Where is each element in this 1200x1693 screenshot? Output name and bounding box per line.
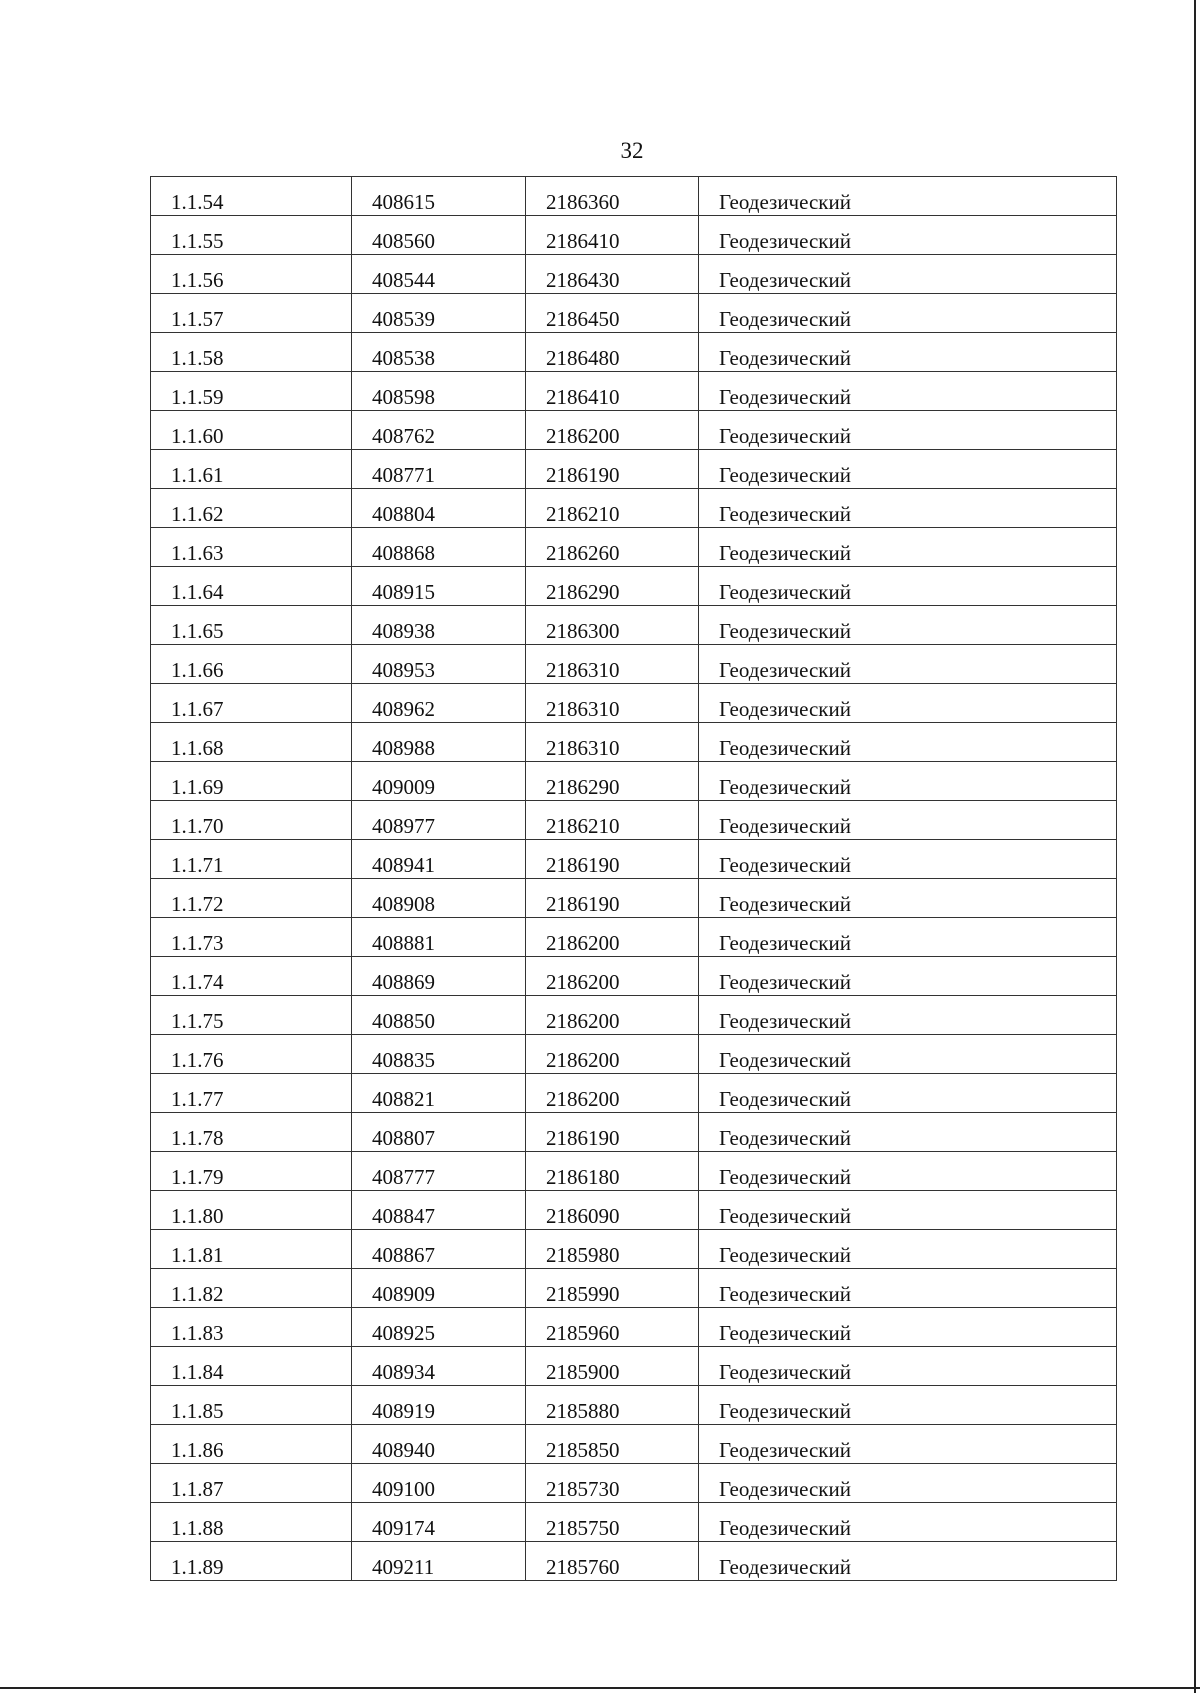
point-number-cell: 1.1.73 <box>151 918 352 957</box>
point-number-cell: 1.1.80 <box>151 1191 352 1230</box>
y-coordinate-cell: 2186190 <box>526 879 699 918</box>
point-number-cell: 1.1.64 <box>151 567 352 606</box>
point-number-cell: 1.1.67 <box>151 684 352 723</box>
table-row <box>151 1347 1117 1386</box>
point-number-cell: 1.1.78 <box>151 1113 352 1152</box>
point-number-cell: 1.1.84 <box>151 1347 352 1386</box>
point-type-cell: Геодезический <box>699 957 1117 996</box>
table-row <box>151 1542 1117 1581</box>
point-number-cell: 1.1.68 <box>151 723 352 762</box>
y-coordinate-cell: 2186210 <box>526 801 699 840</box>
point-type-cell: Геодезический <box>699 1542 1117 1581</box>
point-type-cell: Геодезический <box>699 294 1117 333</box>
x-coordinate-cell: 408867 <box>352 1230 526 1269</box>
point-number-cell: 1.1.76 <box>151 1035 352 1074</box>
x-coordinate-cell: 408977 <box>352 801 526 840</box>
table-row <box>151 1074 1117 1113</box>
x-coordinate-cell: 408953 <box>352 645 526 684</box>
y-coordinate-cell: 2186310 <box>526 684 699 723</box>
point-type-cell: Геодезический <box>699 1074 1117 1113</box>
table-row <box>151 723 1117 762</box>
table-row <box>151 1269 1117 1308</box>
coordinates-table-body <box>151 177 1117 1581</box>
point-type-cell: Геодезический <box>699 177 1117 216</box>
x-coordinate-cell: 409174 <box>352 1503 526 1542</box>
y-coordinate-cell: 2185730 <box>526 1464 699 1503</box>
point-type-cell: Геодезический <box>699 645 1117 684</box>
y-coordinate-cell: 2185750 <box>526 1503 699 1542</box>
point-type-cell: Геодезический <box>699 762 1117 801</box>
point-type-cell: Геодезический <box>699 1308 1117 1347</box>
y-coordinate-cell: 2186190 <box>526 840 699 879</box>
x-coordinate-cell: 408821 <box>352 1074 526 1113</box>
table-row <box>151 1230 1117 1269</box>
point-type-cell: Геодезический <box>699 684 1117 723</box>
x-coordinate-cell: 408934 <box>352 1347 526 1386</box>
x-coordinate-cell: 409211 <box>352 1542 526 1581</box>
point-number-cell: 1.1.81 <box>151 1230 352 1269</box>
x-coordinate-cell: 408938 <box>352 606 526 645</box>
point-number-cell: 1.1.62 <box>151 489 352 528</box>
y-coordinate-cell: 2186200 <box>526 918 699 957</box>
point-number-cell: 1.1.65 <box>151 606 352 645</box>
point-number-cell: 1.1.71 <box>151 840 352 879</box>
y-coordinate-cell: 2186200 <box>526 411 699 450</box>
y-coordinate-cell: 2186480 <box>526 333 699 372</box>
table-row <box>151 216 1117 255</box>
point-type-cell: Геодезический <box>699 450 1117 489</box>
point-number-cell: 1.1.77 <box>151 1074 352 1113</box>
point-type-cell: Геодезический <box>699 216 1117 255</box>
table-row <box>151 684 1117 723</box>
point-type-cell: Геодезический <box>699 996 1117 1035</box>
point-type-cell: Геодезический <box>699 372 1117 411</box>
point-number-cell: 1.1.87 <box>151 1464 352 1503</box>
x-coordinate-cell: 408539 <box>352 294 526 333</box>
y-coordinate-cell: 2186450 <box>526 294 699 333</box>
x-coordinate-cell: 409009 <box>352 762 526 801</box>
point-type-cell: Геодезический <box>699 411 1117 450</box>
point-number-cell: 1.1.74 <box>151 957 352 996</box>
y-coordinate-cell: 2186430 <box>526 255 699 294</box>
point-type-cell: Геодезический <box>699 1464 1117 1503</box>
table-row <box>151 177 1117 216</box>
point-type-cell: Геодезический <box>699 1113 1117 1152</box>
x-coordinate-cell: 408915 <box>352 567 526 606</box>
table-row <box>151 528 1117 567</box>
table-row <box>151 1503 1117 1542</box>
point-type-cell: Геодезический <box>699 1230 1117 1269</box>
table-row <box>151 294 1117 333</box>
point-type-cell: Геодезический <box>699 1503 1117 1542</box>
x-coordinate-cell: 408925 <box>352 1308 526 1347</box>
y-coordinate-cell: 2186410 <box>526 372 699 411</box>
x-coordinate-cell: 408804 <box>352 489 526 528</box>
x-coordinate-cell: 408835 <box>352 1035 526 1074</box>
x-coordinate-cell: 408538 <box>352 333 526 372</box>
point-number-cell: 1.1.69 <box>151 762 352 801</box>
table-row <box>151 1386 1117 1425</box>
table-row <box>151 1152 1117 1191</box>
table-row <box>151 1035 1117 1074</box>
x-coordinate-cell: 408615 <box>352 177 526 216</box>
point-type-cell: Геодезический <box>699 1152 1117 1191</box>
point-number-cell: 1.1.79 <box>151 1152 352 1191</box>
table-row <box>151 1464 1117 1503</box>
point-type-cell: Геодезический <box>699 255 1117 294</box>
x-coordinate-cell: 408881 <box>352 918 526 957</box>
table-row <box>151 372 1117 411</box>
point-number-cell: 1.1.60 <box>151 411 352 450</box>
x-coordinate-cell: 408940 <box>352 1425 526 1464</box>
point-number-cell: 1.1.86 <box>151 1425 352 1464</box>
point-type-cell: Геодезический <box>699 489 1117 528</box>
x-coordinate-cell: 408762 <box>352 411 526 450</box>
y-coordinate-cell: 2185900 <box>526 1347 699 1386</box>
y-coordinate-cell: 2186290 <box>526 762 699 801</box>
x-coordinate-cell: 408988 <box>352 723 526 762</box>
table-row <box>151 450 1117 489</box>
page-border-bottom <box>0 1687 1200 1689</box>
page-number: 32 <box>620 138 644 163</box>
point-number-cell: 1.1.75 <box>151 996 352 1035</box>
point-type-cell: Геодезический <box>699 606 1117 645</box>
y-coordinate-cell: 2186260 <box>526 528 699 567</box>
y-coordinate-cell: 2186190 <box>526 450 699 489</box>
point-number-cell: 1.1.70 <box>151 801 352 840</box>
table-row <box>151 567 1117 606</box>
x-coordinate-cell: 408868 <box>352 528 526 567</box>
y-coordinate-cell: 2186200 <box>526 957 699 996</box>
point-type-cell: Геодезический <box>699 723 1117 762</box>
point-type-cell: Геодезический <box>699 1191 1117 1230</box>
y-coordinate-cell: 2186410 <box>526 216 699 255</box>
point-type-cell: Геодезический <box>699 1269 1117 1308</box>
point-number-cell: 1.1.63 <box>151 528 352 567</box>
table-row <box>151 489 1117 528</box>
x-coordinate-cell: 408909 <box>352 1269 526 1308</box>
y-coordinate-cell: 2186090 <box>526 1191 699 1230</box>
point-number-cell: 1.1.59 <box>151 372 352 411</box>
table-row <box>151 1308 1117 1347</box>
table-row <box>151 957 1117 996</box>
page-border-right <box>1194 0 1196 1693</box>
coordinates-table <box>150 176 1117 1581</box>
y-coordinate-cell: 2186310 <box>526 723 699 762</box>
point-type-cell: Геодезический <box>699 333 1117 372</box>
table-row <box>151 645 1117 684</box>
point-number-cell: 1.1.83 <box>151 1308 352 1347</box>
y-coordinate-cell: 2186190 <box>526 1113 699 1152</box>
y-coordinate-cell: 2186310 <box>526 645 699 684</box>
point-type-cell: Геодезический <box>699 1386 1117 1425</box>
table-row <box>151 411 1117 450</box>
x-coordinate-cell: 408941 <box>352 840 526 879</box>
point-number-cell: 1.1.72 <box>151 879 352 918</box>
table-row <box>151 1425 1117 1464</box>
table-row <box>151 255 1117 294</box>
y-coordinate-cell: 2185990 <box>526 1269 699 1308</box>
point-type-cell: Геодезический <box>699 918 1117 957</box>
table-row <box>151 1191 1117 1230</box>
y-coordinate-cell: 2186200 <box>526 996 699 1035</box>
table-row <box>151 879 1117 918</box>
x-coordinate-cell: 409100 <box>352 1464 526 1503</box>
x-coordinate-cell: 408777 <box>352 1152 526 1191</box>
point-number-cell: 1.1.89 <box>151 1542 352 1581</box>
point-number-cell: 1.1.57 <box>151 294 352 333</box>
x-coordinate-cell: 408919 <box>352 1386 526 1425</box>
table-row <box>151 801 1117 840</box>
x-coordinate-cell: 408560 <box>352 216 526 255</box>
point-type-cell: Геодезический <box>699 840 1117 879</box>
point-type-cell: Геодезический <box>699 801 1117 840</box>
y-coordinate-cell: 2186200 <box>526 1035 699 1074</box>
point-type-cell: Геодезический <box>699 879 1117 918</box>
point-number-cell: 1.1.66 <box>151 645 352 684</box>
point-number-cell: 1.1.88 <box>151 1503 352 1542</box>
x-coordinate-cell: 408807 <box>352 1113 526 1152</box>
point-number-cell: 1.1.58 <box>151 333 352 372</box>
y-coordinate-cell: 2186180 <box>526 1152 699 1191</box>
point-number-cell: 1.1.85 <box>151 1386 352 1425</box>
x-coordinate-cell: 408850 <box>352 996 526 1035</box>
y-coordinate-cell: 2186200 <box>526 1074 699 1113</box>
x-coordinate-cell: 408847 <box>352 1191 526 1230</box>
x-coordinate-cell: 408908 <box>352 879 526 918</box>
point-type-cell: Геодезический <box>699 1035 1117 1074</box>
y-coordinate-cell: 2185980 <box>526 1230 699 1269</box>
point-number-cell: 1.1.54 <box>151 177 352 216</box>
y-coordinate-cell: 2186360 <box>526 177 699 216</box>
y-coordinate-cell: 2185880 <box>526 1386 699 1425</box>
point-type-cell: Геодезический <box>699 528 1117 567</box>
table-row <box>151 606 1117 645</box>
table-row <box>151 333 1117 372</box>
table-row <box>151 840 1117 879</box>
y-coordinate-cell: 2186300 <box>526 606 699 645</box>
point-number-cell: 1.1.55 <box>151 216 352 255</box>
point-number-cell: 1.1.56 <box>151 255 352 294</box>
point-type-cell: Геодезический <box>699 567 1117 606</box>
point-number-cell: 1.1.61 <box>151 450 352 489</box>
y-coordinate-cell: 2186210 <box>526 489 699 528</box>
table-row <box>151 918 1117 957</box>
point-number-cell: 1.1.82 <box>151 1269 352 1308</box>
x-coordinate-cell: 408869 <box>352 957 526 996</box>
y-coordinate-cell: 2185960 <box>526 1308 699 1347</box>
table-row <box>151 996 1117 1035</box>
y-coordinate-cell: 2185760 <box>526 1542 699 1581</box>
point-type-cell: Геодезический <box>699 1425 1117 1464</box>
point-type-cell: Геодезический <box>699 1347 1117 1386</box>
table-row <box>151 762 1117 801</box>
x-coordinate-cell: 408544 <box>352 255 526 294</box>
x-coordinate-cell: 408598 <box>352 372 526 411</box>
table-row <box>151 1113 1117 1152</box>
y-coordinate-cell: 2186290 <box>526 567 699 606</box>
y-coordinate-cell: 2185850 <box>526 1425 699 1464</box>
x-coordinate-cell: 408771 <box>352 450 526 489</box>
x-coordinate-cell: 408962 <box>352 684 526 723</box>
